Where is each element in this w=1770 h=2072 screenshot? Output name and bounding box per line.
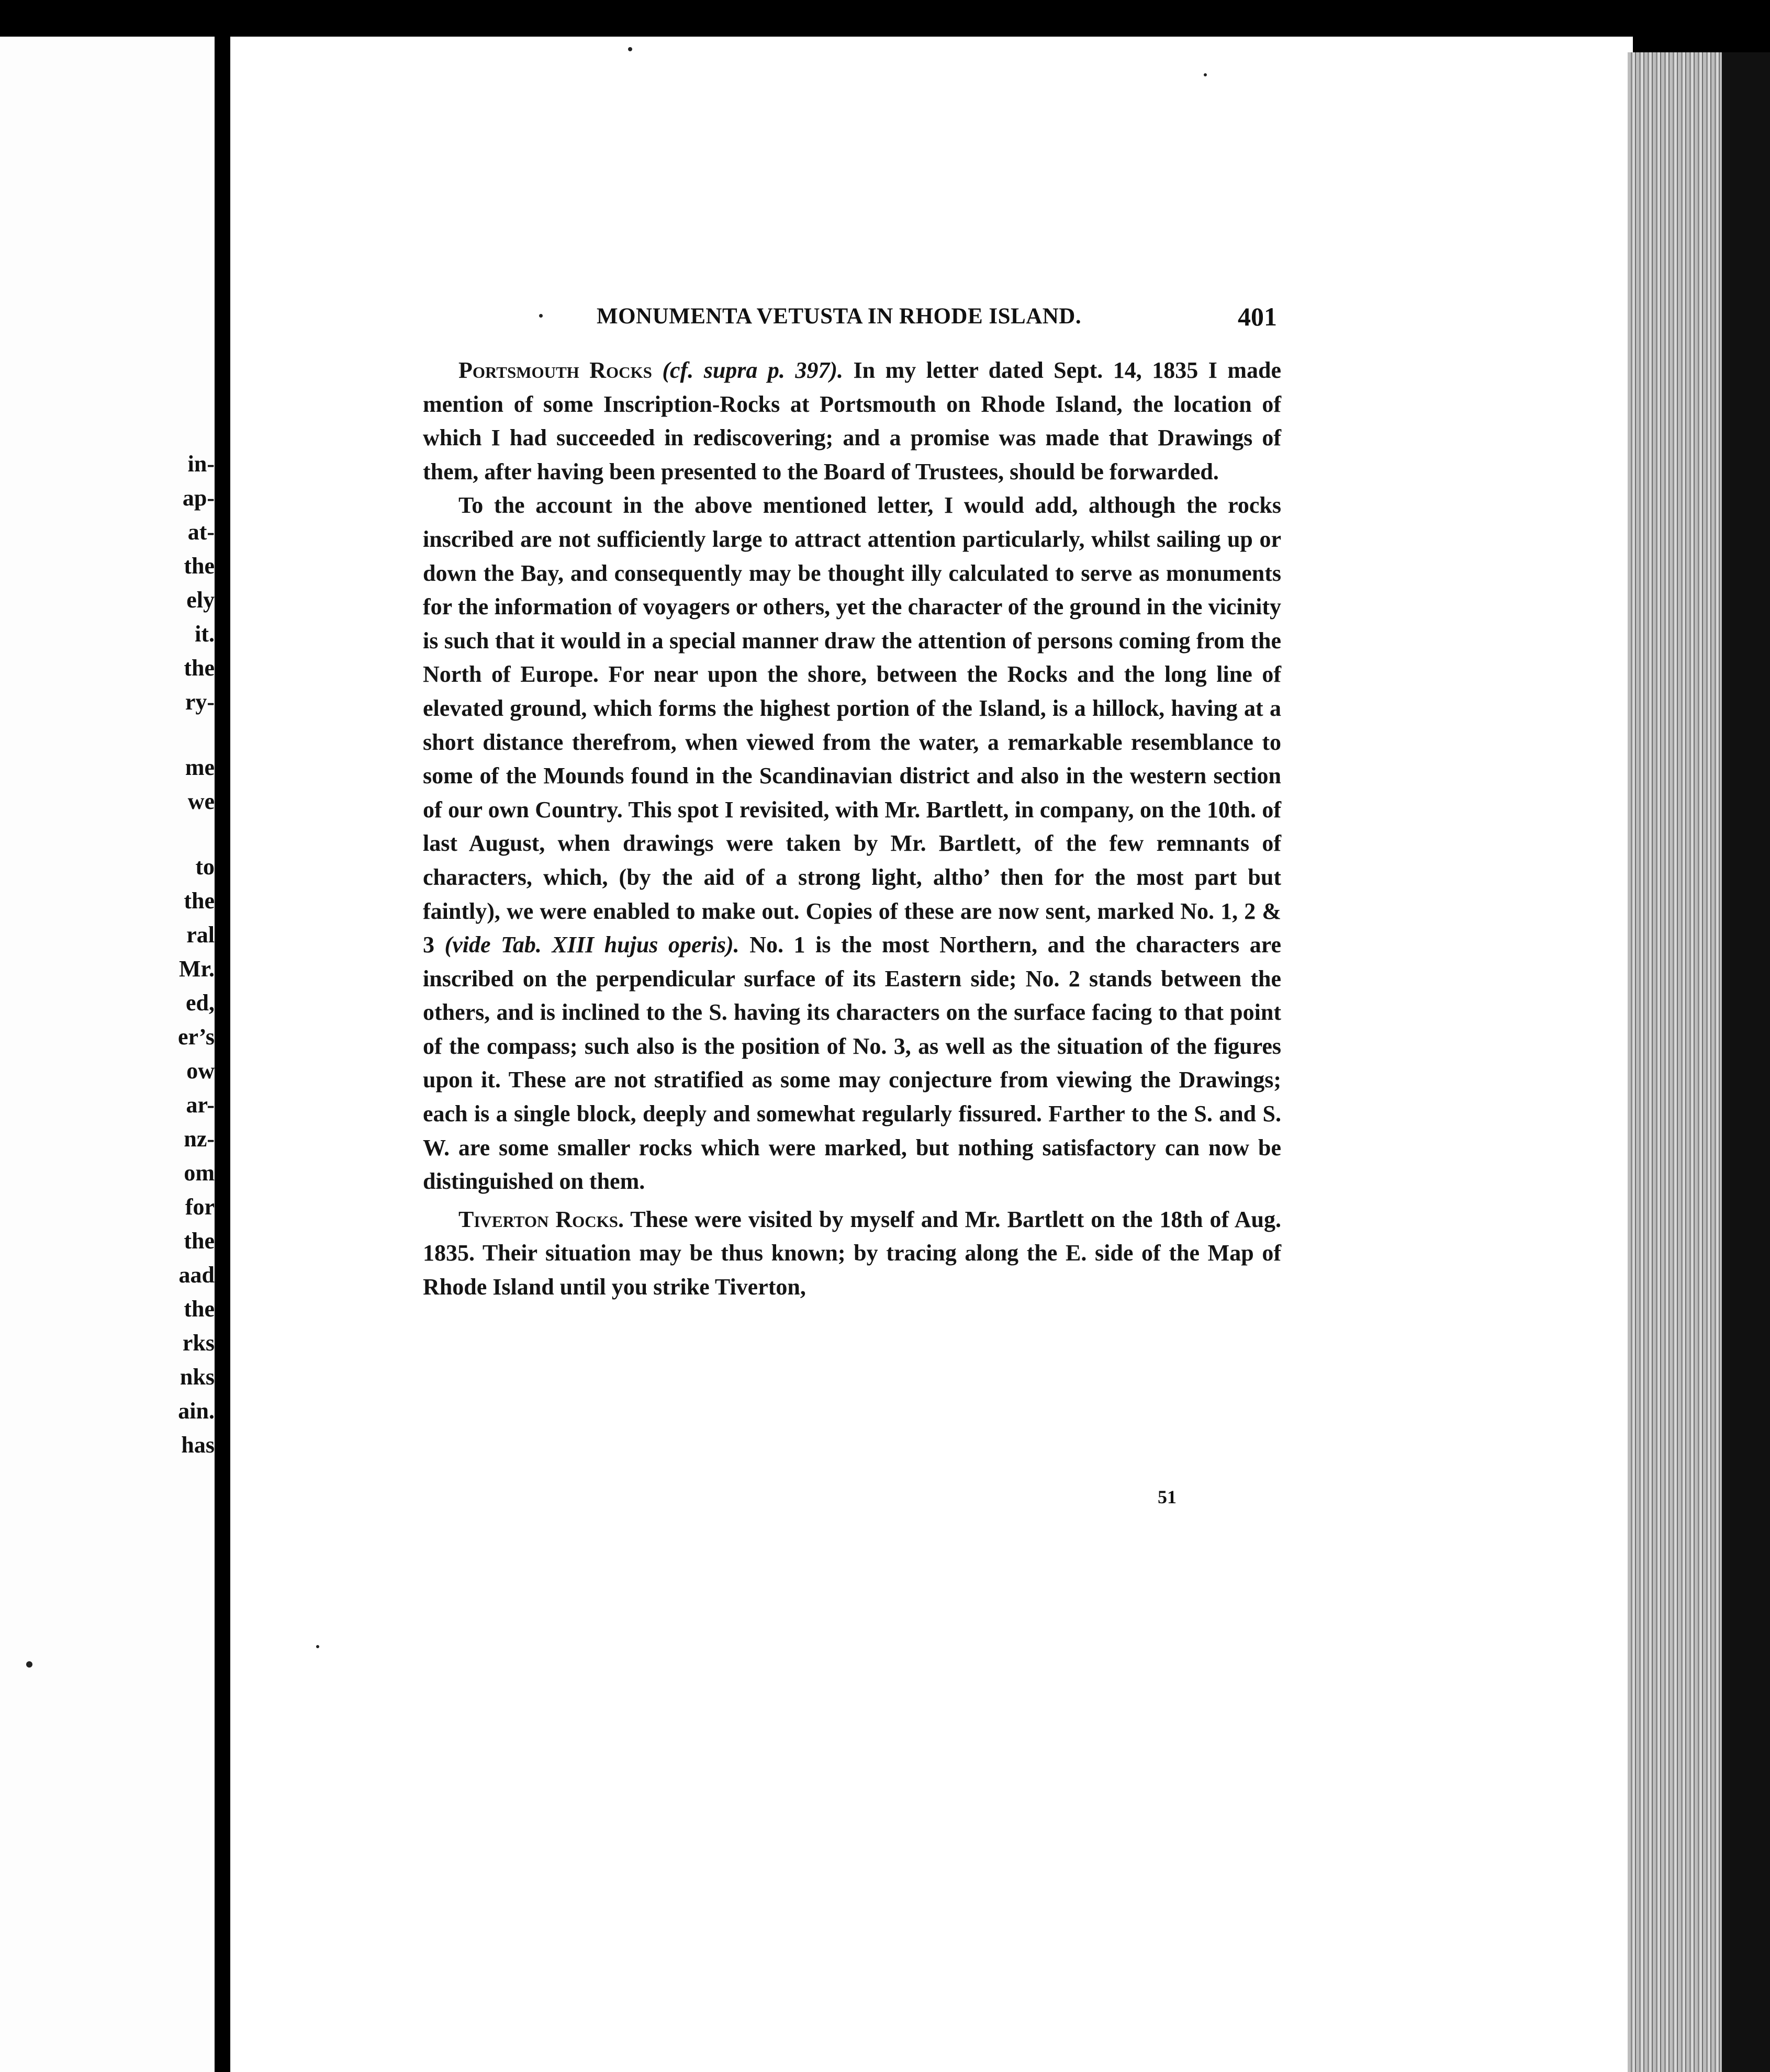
- ink-speck: [628, 47, 632, 51]
- left-page-text-fragment: ar-: [186, 1092, 215, 1118]
- running-title: MONUMENTA VETUSTA IN RHODE ISLAND.: [597, 304, 1082, 329]
- paragraph-text: These were visited by myself and Mr. Bartlett on the 18th of Aug. 1835. Their situation may be thus known; by tracing along the E. side of the Map of Rhode Island until you strike Tiverton,: [423, 1206, 1281, 1300]
- paragraph-account: [423, 489, 1281, 1198]
- left-page-text-fragment: it.: [195, 621, 215, 647]
- paragraph-text: In my letter dated Sept. 14, 1835 I made mention of some Inscription-Rocks at Portsmouth on Rhode Island, the location of which I had succeeded in rediscovering; and a promise was made that Drawings of them, after having been presented to the Board of Trustees, should be forwarded.: [423, 357, 1282, 485]
- left-page-text-fragment: the: [184, 553, 215, 579]
- book-cover-edge: [1722, 52, 1770, 2072]
- left-page-text-fragment: in-: [187, 451, 215, 477]
- page-number: 401: [1238, 302, 1277, 331]
- paragraph-text: To the account in the above mentioned letter, I would add, although the rocks inscribed are not sufficiently large to attract attention particularly, whilst sailing up or down the Bay, and consequently may be thought illy calculated to serve as monuments for the information of voyagers or others, yet the character of the ground in the vicinity is such that it would in a special manner draw the attention of persons coming from the North of Europe. For near upon the shore, between the Rocks and the long line of elevated ground, which forms the highest portion of the Island, is a hillock, having at a short distance therefrom, when viewed from the water, a remarkable resemblance to some of the Mounds found in the Scandinavian district and also in the western section of our own Country. This spot I revisited, with Mr. Bartlett, in company, on the 10th. of last August, when drawings were taken by Mr. Bartlett, of the few remnants of characters, which, (by the aid of a strong light, altho’ then for the most part but faintly), we were enabled to make out. Copies of these are now sent, marked No. 1, 2 & 3: [423, 492, 1281, 958]
- page-header: [555, 303, 1277, 340]
- left-page-text-fragment: ap-: [182, 485, 215, 511]
- left-page-text-fragment: nz-: [184, 1126, 215, 1152]
- left-page-text-fragment: me: [185, 755, 215, 780]
- left-page-text-fragment: rks: [182, 1330, 215, 1356]
- left-page-text-fragment: to: [195, 854, 215, 880]
- cross-reference: (cf. supra p. 397).: [662, 357, 844, 383]
- left-page-text-fragment: for: [185, 1194, 215, 1220]
- left-page-text-fragment: has: [181, 1432, 215, 1458]
- left-page-text-fragment: ain.: [178, 1398, 215, 1424]
- left-page-fragment: [0, 37, 215, 2072]
- book-gutter: [215, 0, 230, 2072]
- section-heading-portsmouth-rocks: Portsmouth Rocks: [458, 357, 652, 383]
- left-page-text-fragment: Mr.: [178, 956, 215, 982]
- body-text: [423, 354, 1281, 1304]
- left-page-text-fragment: ed,: [186, 990, 215, 1016]
- left-page-text-fragment: aad: [178, 1262, 215, 1288]
- left-page-text-fragment: the: [184, 1296, 215, 1322]
- plate-reference: (vide Tab. XIII hujus operis).: [444, 932, 740, 958]
- left-page-text-fragment: ow: [186, 1058, 215, 1084]
- left-page-text-fragment: er’s: [178, 1024, 215, 1050]
- page-edges: [1628, 52, 1722, 2072]
- left-page-text-fragment: the: [184, 1228, 215, 1254]
- section-heading-tiverton-rocks: Tiverton Rocks.: [458, 1206, 624, 1232]
- ink-speck: [26, 1661, 32, 1668]
- ink-speck: [316, 1645, 319, 1648]
- left-page-text-fragment: the: [184, 888, 215, 914]
- left-page-text-fragment: the: [184, 655, 215, 681]
- left-page-text-fragment: ely: [186, 587, 215, 613]
- left-page-text-fragment: ral: [186, 922, 215, 948]
- paragraph-text: No. 1 is the most Northern, and the characters are inscribed on the perpendicular surface of its Eastern side; No. 2 stands between the others, and is inclined to the S. having its characters on the surface facing to that point of the compass; such also is the position of No. 3, as well as the situation of the figures upon it. These are not stratified as some may conjecture from viewing the Drawings; each is a single block, deeply and somewhat regularly fissured. Farther to the S. and S. W. are some smaller rocks which were marked, but nothing satisfactory can now be distinguished on them.: [423, 932, 1282, 1195]
- ink-speck: [1204, 73, 1207, 76]
- left-page-text-fragment: ry-: [185, 689, 215, 715]
- left-page-text-fragment: at-: [187, 519, 215, 545]
- printer-signature: 51: [1158, 1487, 1177, 1507]
- paragraph-portsmouth-rocks: [423, 354, 1281, 489]
- left-page-text-fragment: om: [184, 1160, 215, 1186]
- paragraph-tiverton-rocks: [423, 1203, 1281, 1304]
- left-page-text-fragment: nks: [180, 1364, 215, 1390]
- left-page-text-fragment: we: [187, 789, 215, 814]
- ink-speck: [539, 314, 543, 318]
